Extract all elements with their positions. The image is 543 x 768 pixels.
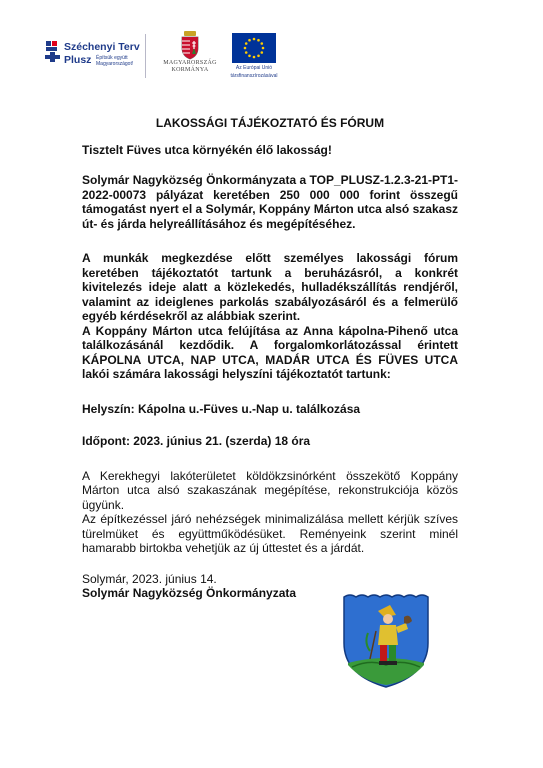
paragraph-grant: Solymár Nagyközség Önkormányzata a TOP_PLUSZ-1.2.3-21-PT1-2022-00073 pályázat keretében 250 000 000 forint összegű támogatást nyert el a Solymár, Koppány Márton utca alsó szakasz út- és járda helyreállításához és megépítéséhez. (82, 173, 458, 231)
hungarian-coat-of-arms-icon (179, 30, 201, 60)
paragraph-patience: Az építkezéssel járó nehézségek minimalizálása mellett kérjük szíves türelmüket és együttműködésüket. Reményeink szerint minél hamarabb birtokba vehetjük az új úttestet és a járdát. (82, 512, 458, 555)
paragraph-common-cause: A Kerekhegyi lakóterületet köldökzsinórként összekötő Koppány Márton utca alsó szakaszának megépítése, rekonstrukciója közös ügyünk. (82, 468, 458, 512)
solymar-coat-of-arms-icon (340, 593, 432, 689)
paragraph-forum: A munkák megkezdése előtt személyes lakossági fórum keretében tájékoztatót tartunk a beruházásról, a konkrét kivitelezés ideje alatt a közlekedés, hulladékszállítás rendjéről, valamint az ideiglenes parkolás szabályozásáról és a felmerülő egyéb kérdésekről az alábbiak szerint. (82, 251, 458, 323)
document-body (82, 110, 458, 601)
location-line: Helyszín: Kápolna u.-Füves u.-Nap u. találkozása (82, 401, 361, 416)
time-line: Időpont: 2023. június 21. (szerda) 18 óra (82, 434, 311, 448)
paragraph-streets: A Koppány Márton utca felújítása az Anna kápolna-Pihenő utca találkozásánál kezdődik. A forgalomkorlátozással érintett KÁPOLNA UTCA, NAP UTCA, MADÁR UTCA ÉS FÜVES UTCA lakói számára lakossági helyszíni tájékoztatót tartunk: (82, 323, 458, 381)
szechenyi-plus-logo-icon (44, 39, 62, 65)
szechenyi-terv-logo (44, 33, 154, 81)
szechenyi-title: Széchenyi Terv (64, 41, 140, 53)
eu-logo (218, 33, 290, 81)
header-divider (145, 34, 146, 78)
szechenyi-plus: Plusz (64, 54, 92, 66)
signature: Solymár Nagyközség Önkormányzata (82, 586, 297, 600)
kormany-line2: KORMÁNYA (171, 67, 209, 73)
header-logos (0, 0, 543, 92)
szechenyi-subtitle: Építsük együtt Magyarországot! (96, 55, 134, 67)
document-title: LAKOSSÁGI TÁJÉKOZTATÓ ÉS FÓRUM (155, 116, 385, 130)
eu-line1: Az Európai Unió (235, 65, 273, 71)
greeting: Tisztelt Füves utca környékén élő lakosság! (82, 142, 332, 157)
eu-flag-icon (232, 33, 276, 63)
eu-line2: társfinanszírozásával (230, 73, 278, 79)
date-line: Solymár, 2023. június 14. (82, 571, 217, 586)
kormany-line1: MAGYARORSZÁG (163, 60, 217, 66)
